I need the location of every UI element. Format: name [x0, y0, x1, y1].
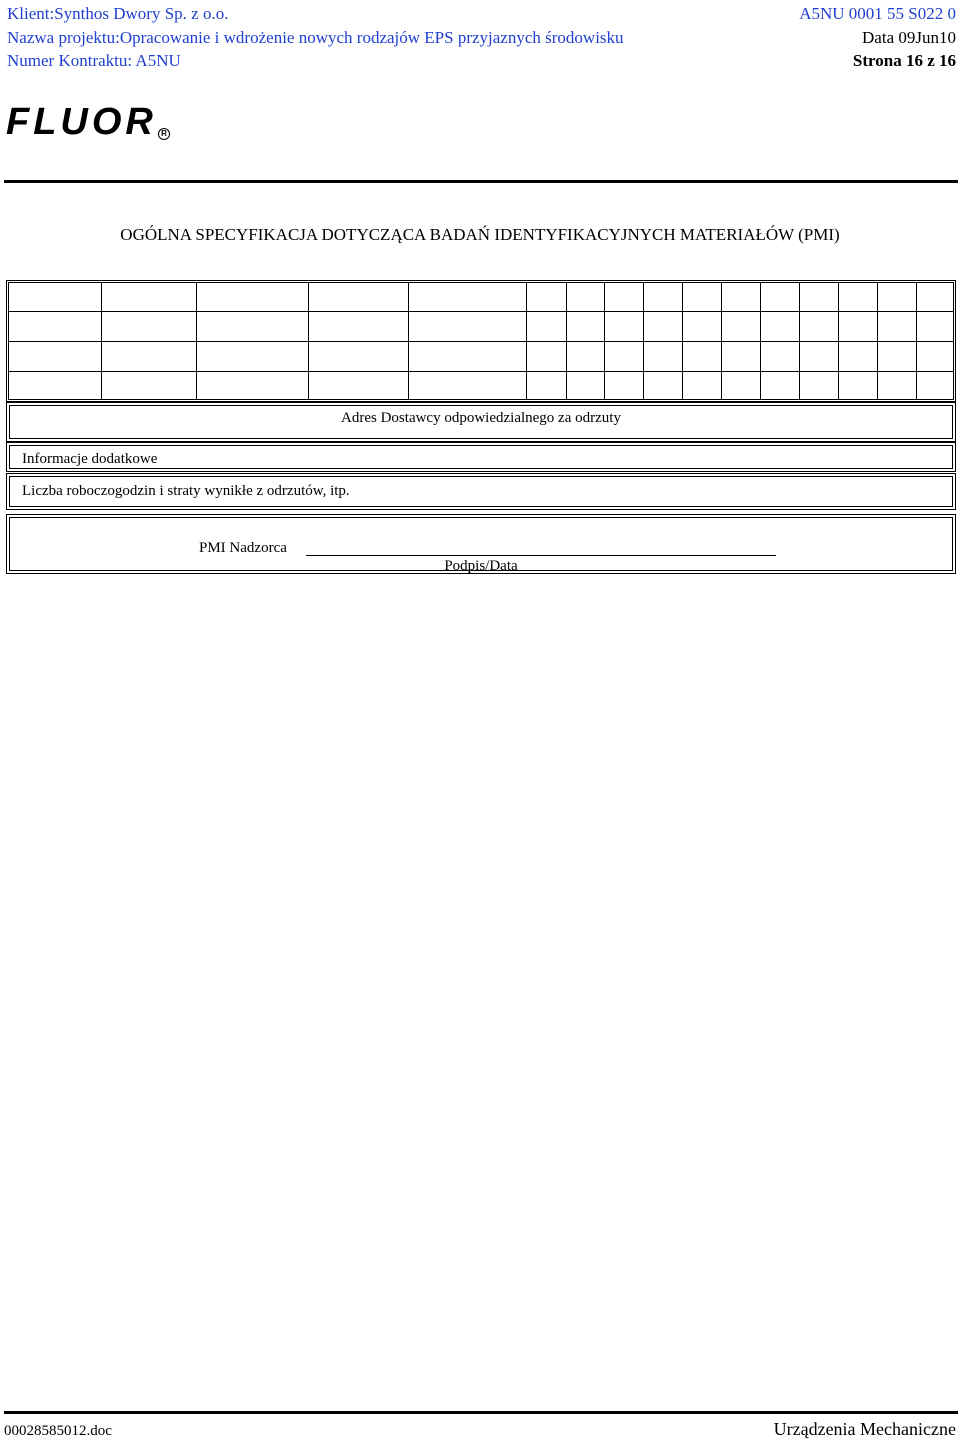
document-date: Data 09Jun10	[862, 28, 956, 47]
logo-text: FLUOR	[6, 101, 157, 143]
client-name: Klient:Synthos Dwory Sp. z o.o.	[7, 4, 229, 23]
registered-mark-icon: R	[158, 128, 170, 140]
supplier-address-inner	[9, 405, 953, 439]
labor-hours-label: Liczba roboczogodzin i straty wynikłe z odrzutów, itp.	[22, 483, 350, 499]
header-line-2	[7, 27, 956, 49]
header-line-3	[7, 50, 956, 72]
footer-section: Urządzenia Mechaniczne	[773, 1419, 956, 1439]
page-number: Strona 16 z 16	[852, 51, 956, 70]
labor-hours-field[interactable]	[6, 473, 956, 510]
empty-form-grid	[6, 280, 956, 402]
additional-info-inner	[9, 445, 953, 469]
header-rule	[4, 180, 958, 183]
document-number: A5NU 0001 55 S022 0	[799, 4, 956, 23]
fluor-logo	[6, 100, 186, 150]
signature-line[interactable]	[306, 555, 776, 556]
signature-inner	[9, 517, 953, 574]
signature-block[interactable]	[6, 514, 956, 574]
supplier-address-field[interactable]	[6, 402, 956, 442]
labor-hours-inner	[9, 476, 953, 507]
project-name: Nazwa projektu:Opracowanie i wdrożenie nowych rodzajów EPS przyjaznych środowisku	[7, 28, 624, 47]
additional-info-label: Informacje dodatkowe	[22, 451, 158, 467]
contract-number: Numer Kontraktu: A5NU	[7, 51, 181, 70]
pmi-supervisor-label: PMI Nadzorca	[199, 540, 287, 556]
supplier-address-label: Adres Dostawcy odpowiedzialnego za odrzuty	[341, 410, 621, 426]
footer-file-name: 00028585012.doc	[4, 1423, 112, 1439]
grid-lines	[6, 280, 956, 402]
signature-date-label: Podpis/Data	[444, 558, 518, 574]
document-title: OGÓLNA SPECYFIKACJA DOTYCZĄCA BADAŃ IDENTYFIKACYJNYCH MATERIAŁÓW (PMI)	[120, 225, 840, 244]
header-line-1	[7, 3, 956, 25]
additional-info-field[interactable]	[6, 442, 956, 472]
footer-rule	[4, 1411, 958, 1414]
